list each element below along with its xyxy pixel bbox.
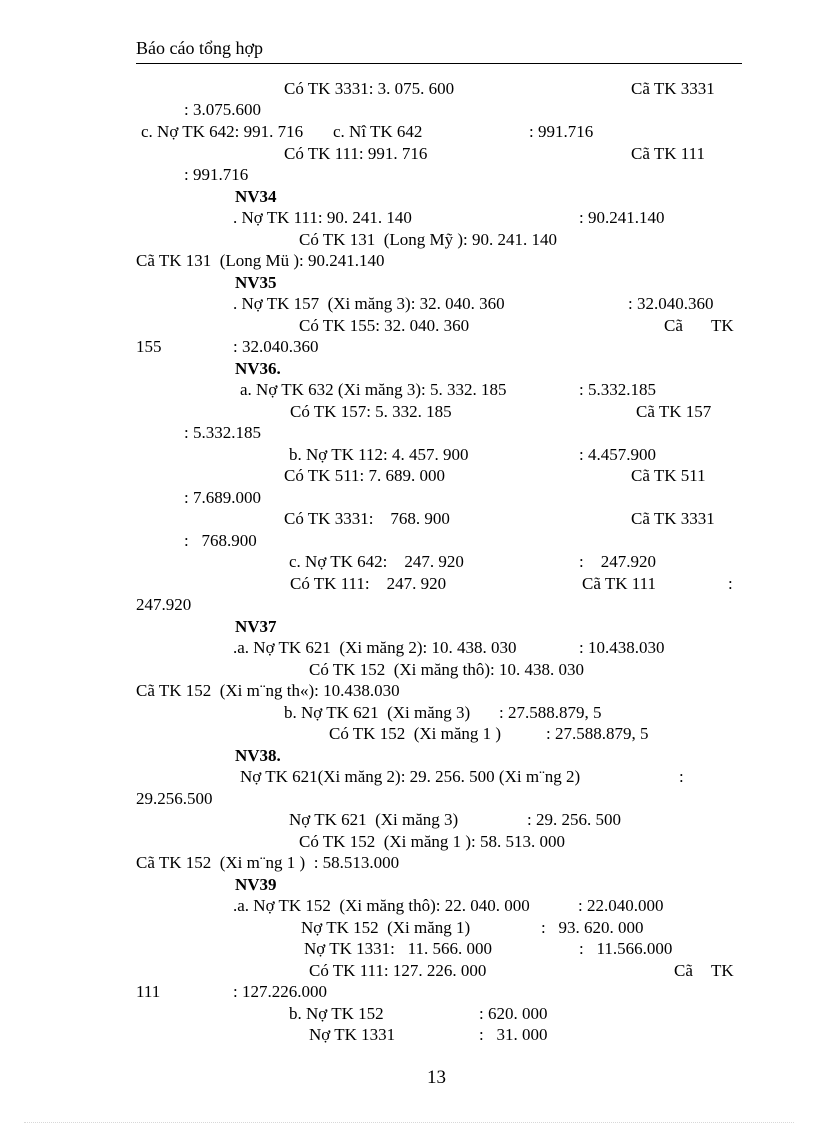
line-09-segment-1: Cã TK 131 (Long Mü ): 90.241.140 bbox=[136, 251, 385, 270]
line-15-segment-1: a. Nợ TK 632 (Xi măng 3): 5. 332. 185 bbox=[240, 380, 507, 399]
line-06-segment-1: NV34 bbox=[235, 187, 277, 206]
line-18-segment-1: b. Nợ TK 112: 4. 457. 900 bbox=[289, 445, 469, 464]
line-14-segment-1: NV36. bbox=[235, 359, 281, 378]
line-28-segment-1: Có TK 152 (Xi măng thô): 10. 438. 030 bbox=[309, 660, 584, 679]
line-31-segment-1: Có TK 152 (Xi măng 1 ) bbox=[329, 724, 502, 743]
line-41-segment-1: Nợ TK 1331: 11. 566. 000 bbox=[304, 939, 492, 958]
line-12-segment-1: Có TK 155: 32. 040. 360 bbox=[299, 316, 470, 335]
line-42-segment-3: TK bbox=[711, 961, 734, 980]
line-45-segment-1: Nợ TK 1331 bbox=[309, 1025, 396, 1044]
line-12-segment-2: Cã bbox=[664, 316, 683, 335]
line-02-segment-1: : 3.075.600 bbox=[184, 100, 261, 119]
line-07-segment-2: : 90.241.140 bbox=[579, 208, 665, 227]
line-23-segment-2: : 247.920 bbox=[579, 552, 656, 571]
line-12-segment-3: TK bbox=[711, 316, 734, 335]
line-18-segment-2: : 4.457.900 bbox=[579, 445, 656, 464]
line-39-segment-2: : 22.040.000 bbox=[578, 896, 664, 915]
line-03-segment-1: c. Nợ TK 642: 991. 716 bbox=[141, 122, 304, 141]
line-05-segment-1: : 991.716 bbox=[184, 165, 249, 184]
line-04-segment-1: Có TK 111: 991. 716 bbox=[284, 144, 428, 163]
line-35-segment-2: : 29. 256. 500 bbox=[527, 810, 621, 829]
line-34-segment-1: 29.256.500 bbox=[136, 789, 213, 808]
line-35-segment-1: Nợ TK 621 (Xi măng 3) bbox=[289, 810, 459, 829]
line-45-segment-2: : 31. 000 bbox=[479, 1025, 548, 1044]
line-37-segment-1: Cã TK 152 (Xi m¨ng 1 ) : 58.513.000 bbox=[136, 853, 400, 872]
line-13-segment-2: : 32.040.360 bbox=[233, 337, 319, 356]
line-21-segment-2: Cã TK 3331 bbox=[631, 509, 715, 528]
line-11-segment-2: : 32.040.360 bbox=[628, 294, 714, 313]
line-38-segment-1: NV39 bbox=[235, 875, 277, 894]
line-04-segment-2: Cã TK 111 bbox=[631, 144, 705, 163]
line-33-segment-2: : bbox=[679, 767, 684, 786]
line-36-segment-1: Có TK 152 (Xi măng 1 ): 58. 513. 000 bbox=[299, 832, 566, 851]
line-32-segment-1: NV38. bbox=[235, 746, 281, 765]
line-17-segment-1: : 5.332.185 bbox=[184, 423, 261, 442]
line-30-segment-2: : 27.588.879, 5 bbox=[499, 703, 602, 722]
line-42-segment-1: Có TK 111: 127. 226. 000 bbox=[309, 961, 487, 980]
line-19-segment-2: Cã TK 511 bbox=[631, 466, 706, 485]
line-25-segment-1: 247.920 bbox=[136, 595, 192, 614]
line-15-segment-2: : 5.332.185 bbox=[579, 380, 656, 399]
line-41-segment-2: : 11.566.000 bbox=[579, 939, 673, 958]
line-22-segment-1: : 768.900 bbox=[184, 531, 257, 550]
line-10-segment-1: NV35 bbox=[235, 273, 277, 292]
line-39-segment-1: .a. Nợ TK 152 (Xi măng thô): 22. 040. 000 bbox=[233, 896, 530, 915]
line-01-segment-1: Có TK 3331: 3. 075. 600 bbox=[284, 79, 455, 98]
line-27-segment-2: : 10.438.030 bbox=[579, 638, 665, 657]
line-31-segment-2: : 27.588.879, 5 bbox=[546, 724, 649, 743]
line-19-segment-1: Có TK 511: 7. 689. 000 bbox=[284, 466, 446, 485]
line-11-segment-1: . Nợ TK 157 (Xi măng 3): 32. 040. 360 bbox=[233, 294, 505, 313]
line-43-segment-1: 111 bbox=[136, 982, 161, 1001]
line-44-segment-1: b. Nợ TK 152 bbox=[289, 1004, 384, 1023]
line-23-segment-1: c. Nợ TK 642: 247. 920 bbox=[289, 552, 464, 571]
line-24-segment-2: Cã TK 111 bbox=[582, 574, 656, 593]
line-26-segment-1: NV37 bbox=[235, 617, 277, 636]
line-27-segment-1: .a. Nợ TK 621 (Xi măng 2): 10. 438. 030 bbox=[233, 638, 517, 657]
line-30-segment-1: b. Nợ TK 621 (Xi măng 3) bbox=[284, 703, 471, 722]
line-16-segment-1: Có TK 157: 5. 332. 185 bbox=[290, 402, 452, 421]
header-divider bbox=[136, 63, 742, 64]
line-29-segment-1: Cã TK 152 (Xi m¨ng th«): 10.438.030 bbox=[136, 681, 400, 700]
report-header-title: Báo cáo tổng hợp bbox=[136, 38, 263, 58]
line-03-segment-2: c. Nî TK 642 bbox=[333, 122, 423, 141]
line-20-segment-1: : 7.689.000 bbox=[184, 488, 261, 507]
line-33-segment-1: Nợ TK 621(Xi măng 2): 29. 256. 500 (Xi m¨ng 2) bbox=[240, 767, 581, 786]
line-03-segment-3: : 991.716 bbox=[529, 122, 594, 141]
line-24-segment-3: : bbox=[728, 574, 733, 593]
line-40-segment-2: : 93. 620. 000 bbox=[541, 918, 644, 937]
page-number: 13 bbox=[427, 1067, 446, 1088]
line-43-segment-2: : 127.226.000 bbox=[233, 982, 327, 1001]
line-21-segment-1: Có TK 3331: 768. 900 bbox=[284, 509, 450, 528]
line-40-segment-1: Nợ TK 152 (Xi măng 1) bbox=[301, 918, 471, 937]
line-08-segment-1: Có TK 131 (Long Mỹ ): 90. 241. 140 bbox=[299, 230, 557, 249]
line-01-segment-2: Cã TK 3331 bbox=[631, 79, 715, 98]
line-44-segment-2: : 620. 000 bbox=[479, 1004, 548, 1023]
line-24-segment-1: Có TK 111: 247. 920 bbox=[290, 574, 447, 593]
line-13-segment-1: 155 bbox=[136, 337, 162, 356]
line-16-segment-2: Cã TK 157 bbox=[636, 402, 712, 421]
line-42-segment-2: Cã bbox=[674, 961, 693, 980]
line-07-segment-1: . Nợ TK 111: 90. 241. 140 bbox=[233, 208, 412, 227]
